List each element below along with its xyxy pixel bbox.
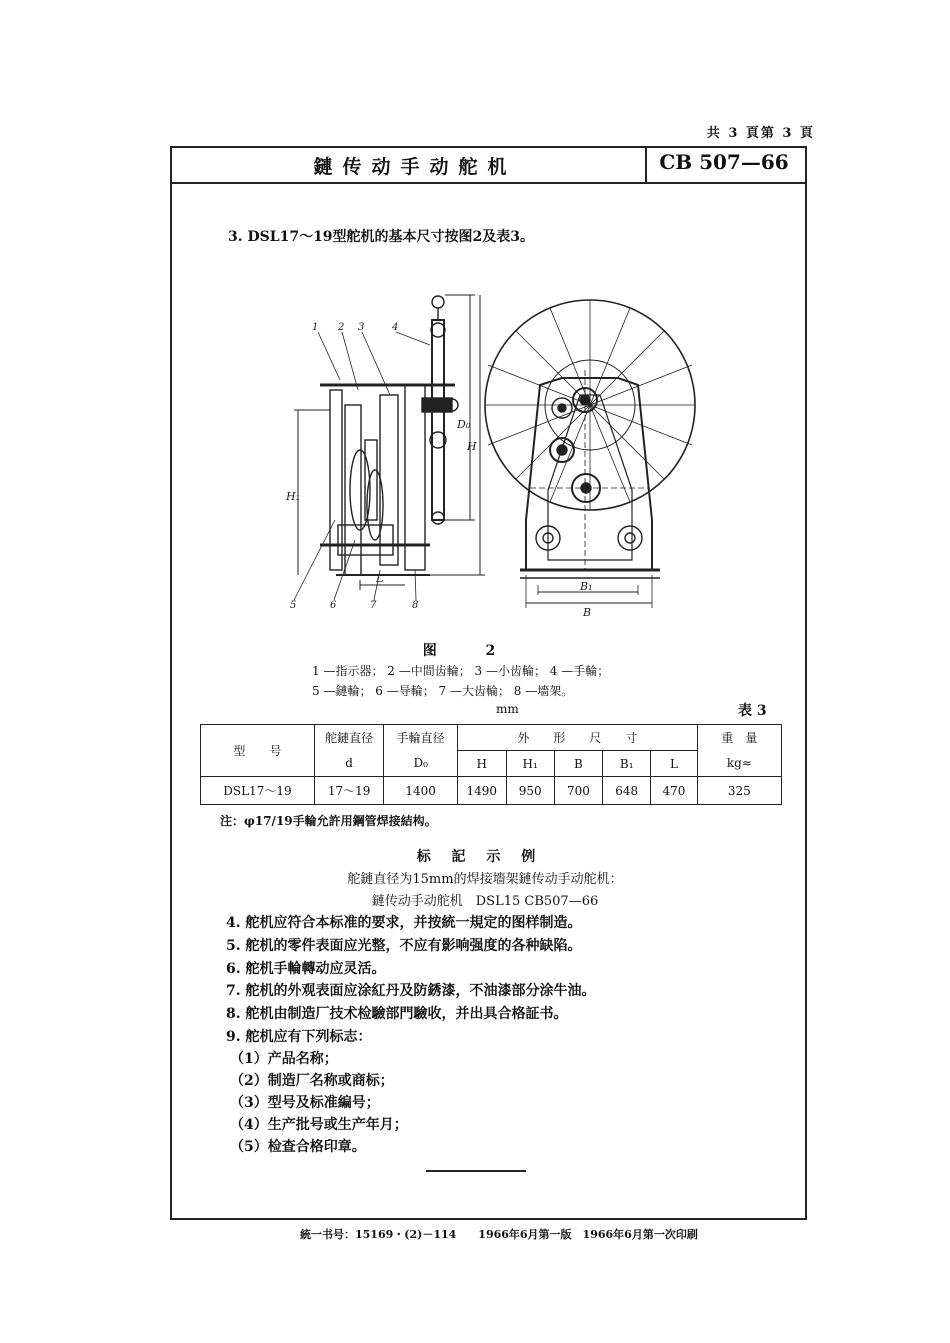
cell-B: 700: [554, 777, 602, 805]
header-divider: [645, 146, 647, 184]
figure-caption: 图 2: [422, 643, 518, 659]
marking-item-5: （5）检查合格印章。: [230, 1139, 366, 1155]
marking-example-title: 标 記 示 例: [416, 849, 544, 865]
header-chain-diameter: 舵鏈直径: [314, 725, 383, 751]
section-3-text: 3. DSL17～19型舵机的基本尺寸按图2及表3。: [228, 229, 535, 245]
cell-weight: 325: [697, 777, 781, 805]
marking-item-2: （2）制造厂名称或商标；: [230, 1073, 394, 1089]
cell-L: 470: [651, 777, 697, 805]
header-B: B: [554, 751, 602, 777]
header-weight-unit: kg≈: [697, 751, 781, 777]
clause-9: 9. 舵机应有下列标志：: [226, 1029, 372, 1045]
publication-footer: 統一书号：15169・(2)－114 1966年6月第一版 1966年6月第一次印刷: [300, 1228, 698, 1241]
marking-example-line-1: 舵鏈直径为15mm的焊接墻架鏈传动手动舵机：: [347, 872, 623, 887]
header-H1: H₁: [506, 751, 554, 777]
header-wheel-diameter: 手輪直径: [384, 725, 458, 751]
header-weight: 重 量: [697, 725, 781, 751]
part-label-6: 6: [330, 600, 337, 611]
table-note: 注：φ17/19手輪允許用鋼管焊接結构。: [220, 814, 437, 828]
clause-4: 4. 舵机应符合本标准的要求，并按統一規定的图样制造。: [226, 915, 582, 931]
part-label-5: 5: [290, 600, 297, 611]
cell-H1: 950: [506, 777, 554, 805]
dim-label-B1: B₁: [580, 580, 593, 593]
dim-label-H: H: [467, 440, 477, 453]
clause-8: 8. 舵机由制造厂技术检驗部門驗收，并出具合格証书。: [226, 1006, 568, 1022]
marking-item-4: （4）生产批号或生产年月；: [230, 1117, 408, 1133]
cell-B1: 648: [603, 777, 651, 805]
dim-label-L: L: [376, 572, 384, 585]
marking-item-1: （1）产品名称；: [230, 1051, 338, 1067]
header-L: L: [651, 751, 697, 777]
dim-label-H1: H₁: [286, 490, 301, 503]
header-model: 型 号: [201, 725, 315, 777]
page-number-info: 共 3 頁第 3 頁: [706, 126, 815, 141]
header-chain-diameter-symbol: d: [314, 751, 383, 777]
part-label-4: 4: [392, 322, 399, 333]
steering-gear-drawing: [280, 290, 700, 620]
cell-H: 1490: [458, 777, 506, 805]
header-H: H: [458, 751, 506, 777]
header-B1: B₁: [603, 751, 651, 777]
figure-legend-line-2: 5 —鏈輪； 6 —导輪； 7 —大齿輪； 8 —墻架。: [312, 684, 574, 698]
header-outline-dimensions: 外 形 尺 寸: [458, 725, 698, 751]
figure-legend-line-1: 1 —指示器； 2 —中間齿輪； 3 —小齿輪； 4 —手輪；: [312, 664, 610, 678]
dim-label-B: B: [583, 606, 592, 619]
header-wheel-diameter-symbol: D₀: [384, 751, 458, 777]
clause-7: 7. 舵机的外观表面应涂紅丹及防銹漆，不油漆部分涂牛油。: [226, 983, 596, 999]
part-label-2: 2: [338, 322, 345, 333]
document-title: 鏈传动手动舵机: [313, 156, 517, 178]
table-label: 表 3: [738, 703, 767, 719]
marking-example-line-2: 鏈传动手动舵机 DSL15 CB507—66: [371, 894, 599, 909]
dim-label-D0: D₀: [457, 418, 471, 431]
part-label-8: 8: [412, 600, 419, 611]
cell-model: DSL17～19: [201, 777, 315, 805]
part-label-7: 7: [370, 600, 377, 611]
marking-item-3: （3）型号及标准編号；: [230, 1095, 380, 1111]
part-label-3: 3: [358, 322, 365, 333]
cell-d: 17～19: [314, 777, 383, 805]
clause-5: 5. 舵机的零件表面应光整，不应有影响强度的各种缺陷。: [226, 938, 582, 954]
standard-code: CB 507—66: [659, 150, 789, 174]
clause-6: 6. 舵机手輪轉动应灵活。: [226, 961, 386, 977]
cell-D0: 1400: [384, 777, 458, 805]
table-unit: mm: [496, 702, 519, 716]
dimension-table: [200, 724, 782, 805]
part-label-1: 1: [312, 322, 319, 333]
end-rule: [426, 1170, 526, 1172]
